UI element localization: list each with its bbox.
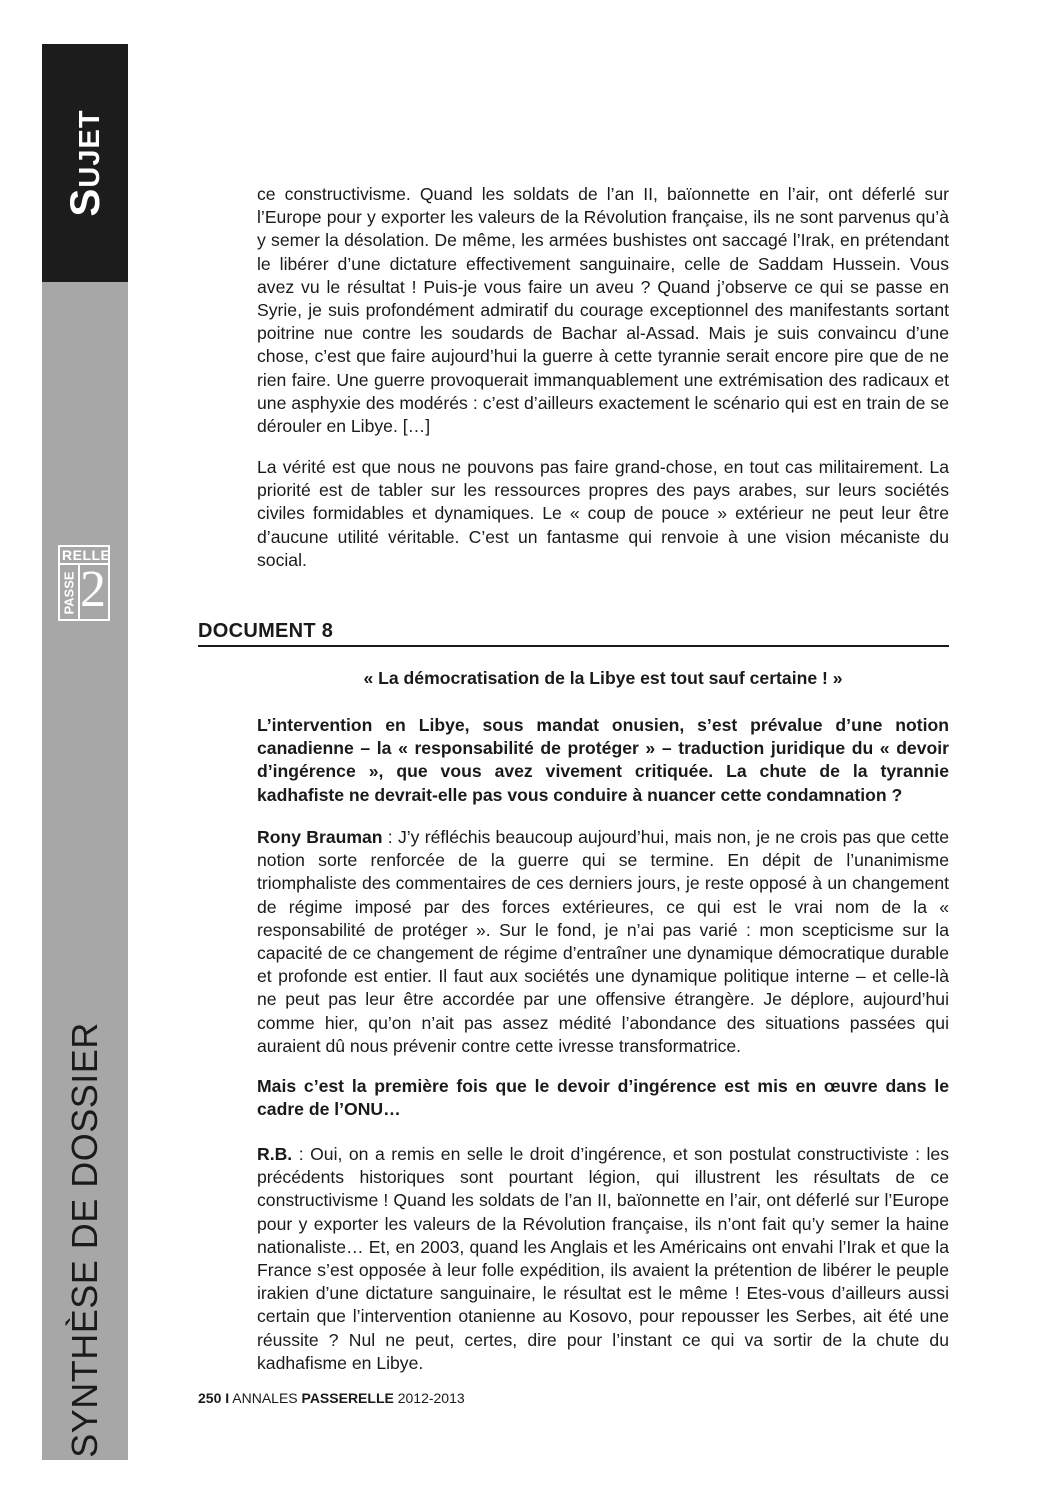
answer-paragraph xyxy=(257,1143,949,1375)
interview-answer-1 xyxy=(257,826,949,1058)
passerelle-2-logo xyxy=(58,545,110,621)
answer-text: : Oui, on a remis en selle le droit d’ingérence, et son postulat constructiviste : les précédents historiques sont pourtant légion, qui illustrent les résultats de ce constructivisme ! Quand les soldats de l’an II, baïonnette en l’air, ont déferlé sur l’Europe pour y exporter les valeurs de la Révolution française, ils n’ont fait qu’y semer la haine nationaliste… Et, en 2003, quand les Anglais et les Américains ont envahi l’Irak et que la France s’est opposée à leur folle expédition, ils avaient la prétention de libérer le peuple irakien d’une dictature sanguinaire, le résultat est le même ! Etes-vous d’ailleurs aussi certain que l’intervention otanienne au Kosovo, pour repousser les Serbes, ait été une réussite ? Nul ne peut, certes, dire pour l’instant ce qui va sortir de la chute du kadhafisme en Libye. xyxy=(257,1144,949,1373)
interview-answer-2 xyxy=(257,1143,949,1375)
speaker-name: Rony Brauman xyxy=(257,827,383,847)
interview-question-1 xyxy=(257,714,949,807)
body-paragraph-1 xyxy=(257,183,949,438)
document-heading: DOCUMENT 8 xyxy=(198,620,334,642)
answer-paragraph xyxy=(257,826,949,1058)
heading-rule xyxy=(198,645,949,647)
question-text: Mais c’est la première fois que le devoir d’ingérence est mis en œuvre dans le cadre de l’ONU… xyxy=(257,1076,949,1120)
footer-brand: PASSERELLE xyxy=(301,1390,394,1406)
logo-top-text: RELLE xyxy=(62,547,111,563)
paragraph-text: La vérité est que nous ne pouvons pas faire grand-chose, en tout cas militairement. La priorité est de tabler sur les ressources propres des pays arabes, sur leurs sociétés civiles formidables et dynamiques. Le « coup de pouce » extérieur ne peut leur être d’aucune utilité véritable. C’est un fantasme qui renvoie à une vision mécaniste du social. xyxy=(257,457,949,570)
question-text: L’intervention en Libye, sous mandat onusien, s’est prévalue d’une notion canadienne – la « responsabilité de protéger » – traduction juridique du « devoir d’ingérence », que vous avez vivement critiquée. La chute de la tyrannie kadhafiste ne devrait-elle pas vous conduire à nuancer cette condamnation ? xyxy=(257,715,949,805)
answer-text: : J’y réfléchis beaucoup aujourd’hui, mais non, je ne crois pas que cette notion sorte renforcée de la guerre qui se termine. En dépit de l’unanimisme triomphaliste des commentaires de ces derniers jours, je reste opposé à un changement de régime imposé par des forces extérieures, ce qui est le vrai nom de la « responsabilité de protéger ». Sur le fond, je n’ai pas varié : mon scepticisme sur la capacité de ce changement de régime d’entraîner une dynamique démocratique durable et profonde est entier. Il faut aux sociétés une dynamique politique interne – et celle-là ne peut pas leur être accordée par une offensive étrangère. Je déplore, aujourd’hui comme hier, qu’on n’ait pas assez médité l’abondance des situations passées qui auraient dû nous prévenir contre cette ivresse transformatrice. xyxy=(257,827,949,1056)
page-footer xyxy=(198,1390,465,1406)
footer-years: 2012-2013 xyxy=(397,1390,465,1406)
sidebar xyxy=(42,44,128,1460)
logo-number: 2 xyxy=(80,561,106,618)
logo-side-text: PASSE xyxy=(61,571,77,615)
body-paragraph-2 xyxy=(257,456,949,572)
footer-annales: ANNALES xyxy=(232,1390,298,1406)
section-label-sujet: Sujet xyxy=(61,109,108,217)
footer-separator: I xyxy=(225,1390,230,1406)
sidebar-top-block xyxy=(42,44,128,282)
section-label-synthese: SYNTHÈSE DE DOSSIER xyxy=(64,1022,105,1458)
paragraph-text: ce constructivisme. Quand les soldats de l’an II, baïonnette en l’air, ont déferlé sur l’Europe pour y exporter les valeurs de la Révolution française, ils ne sont parvenus qu’à y semer la désolation. De même, les armées bushistes ont saccagé l’Irak, en prétendant le libérer d’une dictature effectivement sanguinaire, celle de Saddam Hussein. Vous avez vu le résultat ! Puis-je vous faire un aveu ? Quand j’observe ce qui se passe en Syrie, je suis profondément admiratif du courage exceptionnel des manifestants sortant poitrine nue contre les soudards de Bachar al-Assad. Mais je suis convaincu d’une chose, c’est que faire aujourd’hui la guerre à cette tyrannie serait encore pire que de ne rien faire. Une guerre provoquerait immanquablement une extrémisation des radicaux et une asphyxie des modérés : c’est d’ailleurs exactement le scénario qui est en train de se dérouler en Libye. […] xyxy=(257,184,949,437)
document-title: « La démocratisation de la Libye est tout sauf certaine ! » xyxy=(363,668,843,688)
speaker-name: R.B. xyxy=(257,1144,293,1164)
interview-question-2 xyxy=(257,1075,949,1121)
page-number: 250 xyxy=(198,1390,222,1406)
